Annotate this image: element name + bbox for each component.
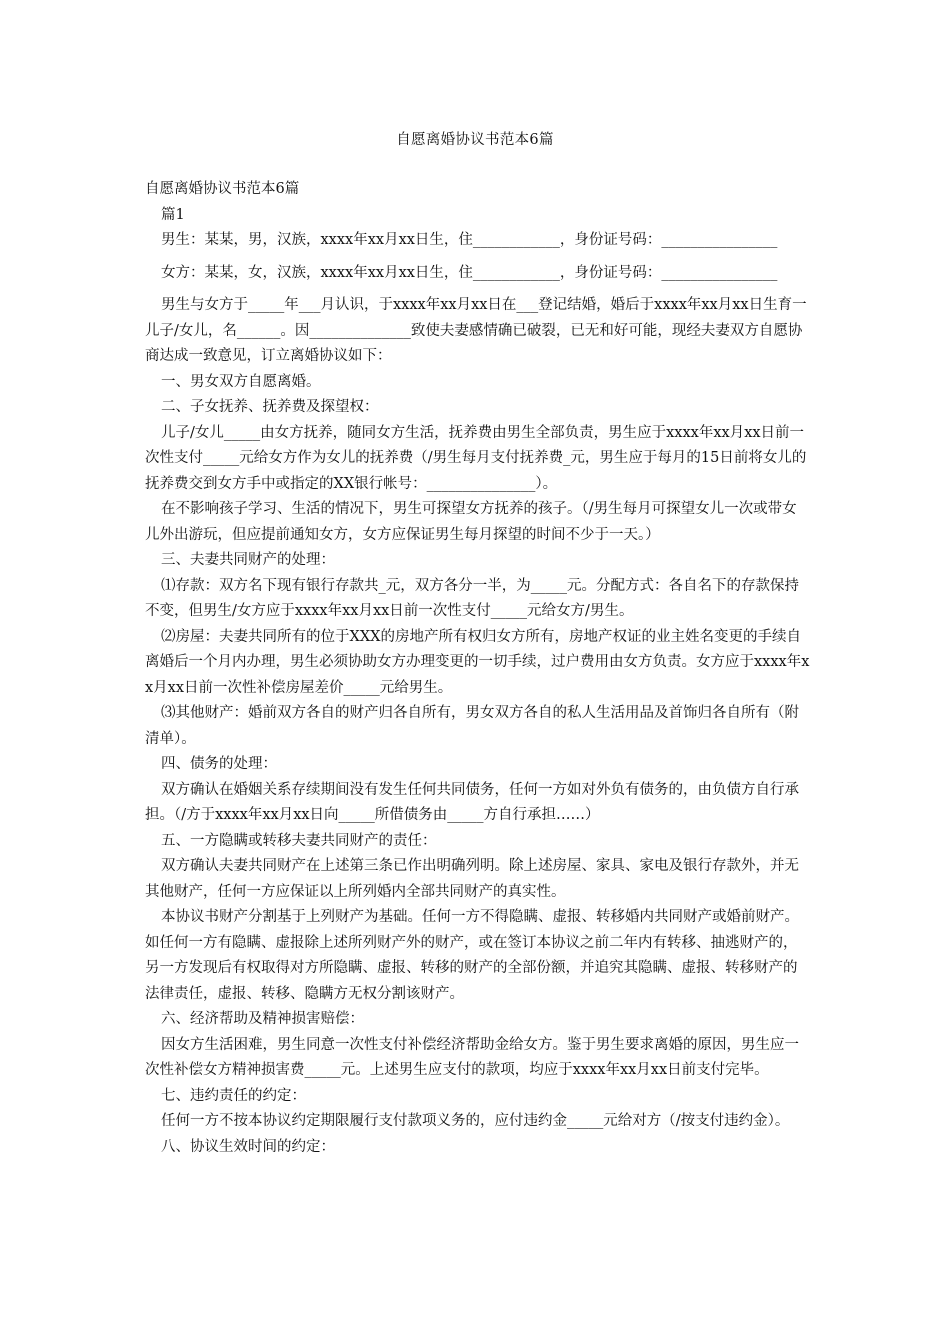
clause-paragraph: 因女方生活困难，男生同意一次性支付补偿经济帮助金给女方。鉴于男生要求离婚的原因，男生应一次性补偿女方精神损害费_____元。上述男生应支付的款项，均应于xxxx年xx月xx日前支付完毕。 — [145, 1036, 799, 1078]
clause-heading: 二、子女抚养、抚养费及探望权： — [161, 399, 379, 415]
clause-paragraph: 双方确认在婚姻关系存续期间没有发生任何共同债务，任何一方如对外负有债务的，由负债方自行承担。（/方于xxxx年xx月xx日向_____所借债务由_____方自行承担……） — [145, 781, 799, 823]
clause-paragraph: 任何一方不按本协议约定期限履行支付款项义务的，应付违约金_____元给对方（/按支付违约金）。 — [161, 1113, 790, 1129]
party-male: 男生：某某，男，汉族，xxxx年xx月xx日生，住____________，身份证号码：________________ — [161, 232, 778, 248]
preamble-paragraph: 男生与女方于_____年___月认识，于xxxx年xx月xx日在___登记结婚，婚后于xxxx年xx月xx日生育一儿子/女儿，名______。因______________致使夫妻感情确已破裂，已无和好可能，现经夫妻双方自愿协商达成一致意见，订立离婚协议如下： — [145, 297, 807, 364]
document-body — [145, 177, 810, 1160]
clause-heading: 八、协议生效时间的约定： — [161, 1138, 335, 1155]
clause-paragraph: ⑶其他财产：婚前双方各自的财产归各自所有，男女双方各自的私人生活用品及首饰归各自所有（附清单）。 — [145, 705, 799, 747]
clause-heading: 三、夫妻共同财产的处理： — [161, 552, 335, 568]
clause-paragraph: 本协议书财产分割基于上列财产为基础。任何一方不得隐瞒、虚报、转移婚内共同财产或婚前财产。如任何一方有隐瞒、虚报除上述所列财产外的财产，或在签订本协议之前二年内有转移、抽逃财产的，另一方发现后有权取得对方所隐瞒、虚报、转移的财产的全部份额，并追究其隐瞒、虚报、转移财产的法律责任，虚报、转移、隐瞒方无权分割该财产。 — [145, 909, 799, 1002]
clause-paragraph: ⑵房屋：夫妻共同所有的位于XXX的房地产所有权归女方所有，房地产权证的业主姓名变更的手续自离婚后一个月内办理，男生必须协助女方办理变更的一切手续，过户费用由女方负责。女方应于xxxx年xx月xx日前一次性补偿房屋差价_____元给男生。 — [145, 628, 810, 696]
section-label: 篇1 — [161, 206, 185, 223]
clause-heading: 七、违约责任的约定： — [161, 1087, 306, 1104]
document-title: 自愿离婚协议书范本6篇 — [396, 132, 554, 148]
clause-heading: 四、债务的处理： — [161, 756, 277, 772]
clause-heading: 五、一方隐瞒或转移夫妻共同财产的责任： — [161, 832, 437, 849]
body-heading: 自愿离婚协议书范本6篇 — [145, 181, 300, 197]
party-female: 女方：某某，女，汉族，xxxx年xx月xx日生，住____________，身份证号码：________________ — [161, 264, 778, 281]
clause-paragraph: 儿子/女儿_____由女方抚养，随同女方生活，抚养费由男生全部负责，男生应于xxxx年xx月xx日前一次性支付_____元给女方作为女儿的抚养费（/男生每月支付抚养费_元，男生应于每月的15日前将女儿的抚养费交到女方手中或指定的XX银行帐号：_______________）。 — [145, 424, 807, 492]
clause-heading: 六、经济帮助及精神损害赔偿： — [161, 1011, 364, 1027]
clause-paragraph: ⑴存款：双方名下现有银行存款共_元，双方各分一半，为_____元。分配方式：各自名下的存款保持不变，但男生/女方应于xxxx年xx月xx日前一次性支付_____元给女方/男生。 — [145, 577, 799, 619]
clause-heading: 一、男女双方自愿离婚。 — [161, 373, 321, 390]
clause-paragraph: 在不影响孩子学习、生活的情况下，男生可探望女方抚养的孩子。（/男生每月可探望女儿一次或带女儿外出游玩，但应提前通知女方，女方应保证男生每月探望的时间不少于一天。） — [145, 501, 797, 543]
clause-paragraph: 双方确认夫妻共同财产在上述第三条已作出明确列明。除上述房屋、家具、家电及银行存款外，并无其他财产，任何一方应保证以上所列婚内全部共同财产的真实性。 — [145, 858, 799, 900]
